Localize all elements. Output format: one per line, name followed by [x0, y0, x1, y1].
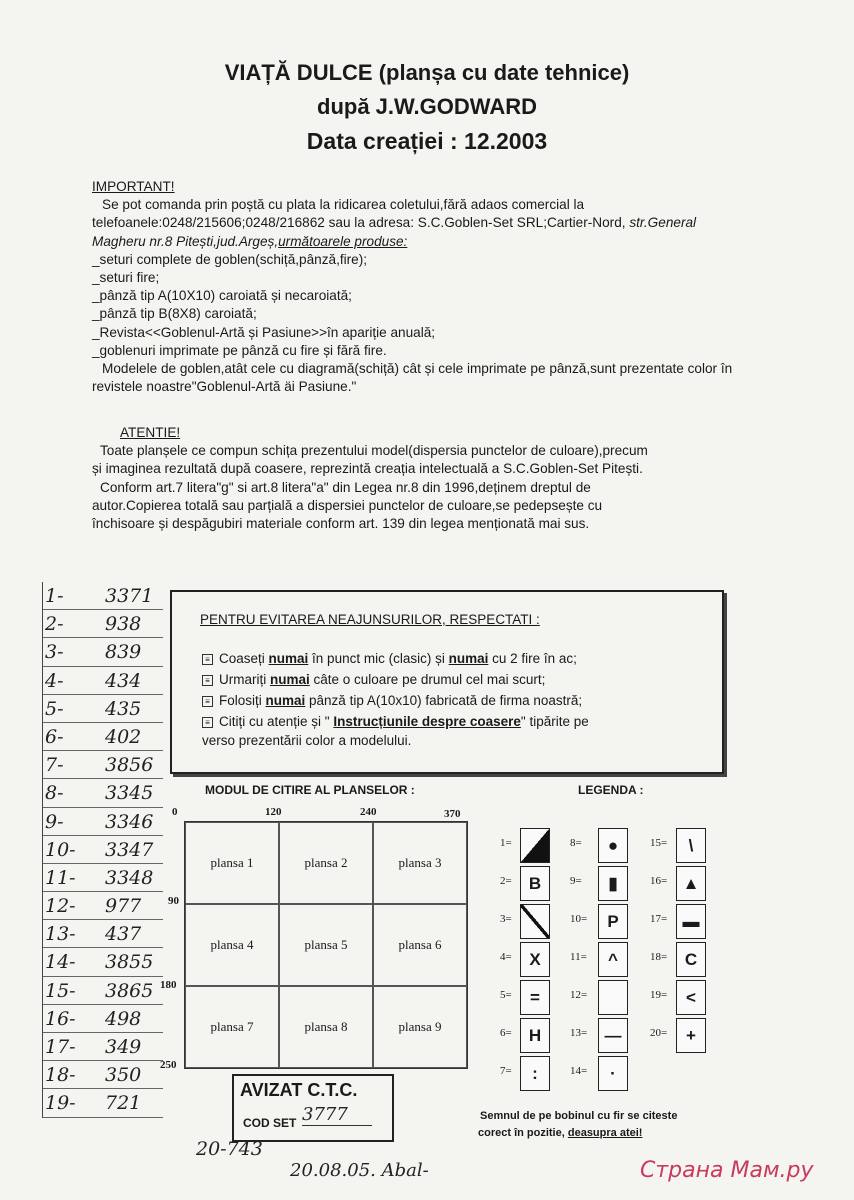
code-row-number: 10-	[45, 838, 76, 861]
stamp-title: AVIZAT C.T.C.	[240, 1080, 358, 1100]
notice-item-1: ≡ Coaseți numai în punct mic (clasic) și numai cu 2 fire în ac;	[202, 651, 577, 666]
handwritten-code-list	[42, 582, 163, 1118]
bullet-icon: ≡	[202, 696, 213, 707]
legend-key: 3=	[500, 913, 512, 925]
legend-key: 9=	[570, 875, 582, 887]
code-row	[43, 864, 163, 892]
sheet-9: plansa 9	[373, 986, 467, 1068]
legend-key: 2=	[500, 875, 512, 887]
code-row-value: 3856	[105, 754, 154, 777]
code-row-number: 4-	[45, 669, 64, 692]
code-row-value: 3347	[105, 838, 154, 861]
code-row	[43, 1005, 163, 1033]
legend-key: 10=	[570, 913, 588, 925]
code-row-number: 11-	[45, 866, 76, 889]
axis-x-370: 370	[444, 808, 461, 820]
title-line-3: Data creației : 12.2003	[306, 128, 548, 154]
sheet-2: plansa 2	[279, 822, 373, 904]
sheet-7: plansa 7	[185, 986, 279, 1068]
legend-symbol-slash	[520, 904, 550, 939]
notice-title: PENTRU EVITAREA NEAJUNSURILOR, RESPECTATI :	[200, 612, 540, 627]
axis-y-250: 250	[160, 1059, 177, 1071]
legend-symbol: =	[520, 980, 550, 1015]
code-row-number: 19-	[45, 1092, 76, 1115]
axis-x-120: 120	[265, 806, 282, 818]
code-row-value: 3346	[105, 810, 154, 833]
code-row	[43, 1061, 163, 1089]
atentie-section	[92, 424, 652, 533]
sheet-4: plansa 4	[185, 904, 279, 986]
bullet-icon: ≡	[202, 654, 213, 665]
code-row-value: 3345	[105, 782, 154, 805]
atentie-heading: ATENTIE!	[120, 425, 181, 440]
code-row	[43, 723, 163, 751]
legend-key: 19=	[650, 989, 668, 1001]
legend-symbol: P	[598, 904, 628, 939]
code-row-number: 18-	[45, 1064, 76, 1087]
important-paragraph-2: Modelele de goblen,atât cele cu diagramă(schiță) cât și cele imprimate pe pânză,sunt prezentate color în revistele noastre"Goblenul-Artă äi Pasiune."	[92, 361, 733, 395]
legend-key: 14=	[570, 1065, 588, 1077]
legend-symbol: B	[520, 866, 550, 901]
stamp-code-label: COD SET	[243, 1116, 297, 1130]
axis-x-240: 240	[360, 806, 377, 818]
legend-symbol: ^	[598, 942, 628, 977]
code-row-number: 8-	[45, 782, 64, 805]
title-line-2: după J.W.GODWARD	[317, 94, 537, 119]
code-row-number: 6-	[45, 725, 64, 748]
site-watermark: Страна Мам.ру	[640, 1158, 814, 1183]
important-heading: IMPORTANT!	[92, 179, 175, 194]
code-row	[43, 1033, 163, 1061]
code-row-number: 2-	[45, 613, 64, 636]
important-item-1: _seturi complete de goblen(schiță,pânză,fire);	[92, 251, 368, 267]
code-row-number: 1-	[45, 585, 64, 607]
reading-heading: MODUL DE CITIRE AL PLANSELOR :	[205, 783, 415, 797]
important-item-2: _seturi fire;	[92, 270, 160, 286]
legend-symbol: ·	[598, 1056, 628, 1091]
legend-symbol: X	[520, 942, 550, 977]
code-row	[43, 920, 163, 948]
code-row	[43, 948, 163, 976]
legend-key: 6=	[500, 1027, 512, 1039]
code-row-value: 3865	[105, 979, 154, 1002]
code-row-value: 3371	[105, 585, 154, 607]
code-row-number: 13-	[45, 923, 76, 946]
code-row-value: 3855	[105, 951, 154, 974]
code-row-number: 5-	[45, 697, 64, 720]
code-row-number: 14-	[45, 951, 76, 974]
title-line-1: VIAȚĂ DULCE (planșa cu date tehnice)	[224, 60, 630, 85]
code-row-value: 402	[105, 725, 142, 748]
code-row-value: 435	[105, 697, 142, 720]
legend-symbol-half-fill	[520, 828, 550, 863]
code-row-value: 721	[105, 1092, 142, 1115]
legend-symbol: :	[520, 1056, 550, 1091]
important-item-5: _Revista<<Goblenul-Artă și Pasiune>>în apariție anuală;	[92, 324, 436, 340]
code-row-value: 498	[105, 1007, 142, 1030]
important-item-6: _goblenuri imprimate pe pânză cu fire și fără fire.	[92, 342, 387, 358]
legend-note-2: corect în pozitie, deasupra atei!	[478, 1127, 643, 1139]
legend-key: 11=	[570, 951, 587, 963]
code-row-value: 349	[105, 1036, 142, 1058]
legend-key: 17=	[650, 913, 668, 925]
code-row-number: 15-	[45, 979, 76, 1002]
code-row-number: 12-	[45, 895, 76, 918]
legend-key: 15=	[650, 837, 668, 849]
legend-note-1: Semnul de pe bobinul cu fir se citeste	[480, 1110, 678, 1122]
code-row	[43, 695, 163, 723]
legend-symbol: ▮	[598, 866, 628, 901]
code-row	[43, 977, 163, 1005]
footer-handwritten-signature: 20.08.05. Abal-	[290, 1160, 429, 1181]
code-row	[43, 610, 163, 638]
axis-y-90: 90	[168, 895, 179, 907]
code-row-value: 437	[105, 923, 142, 946]
code-row	[43, 892, 163, 920]
atentie-paragraph-2: Conform art.7 litera"g" si art.8 litera"a" din Legea nr.8 din 1996,deținem dreptul de autor.Copierea totală sau parțială a dispersiei punctelor de culoare,se pedepsește cu închisoare și despăgubiri materiale conform art. 139 din legea menționată mai sus.	[92, 479, 603, 532]
legend-key: 18=	[650, 951, 668, 963]
axis-x-0: 0	[172, 806, 178, 818]
code-row	[43, 779, 163, 807]
legend-key: 7=	[500, 1065, 512, 1077]
code-row-number: 16-	[45, 1007, 76, 1030]
legend-symbol: C	[676, 942, 706, 977]
code-row	[43, 808, 163, 836]
axis-y-180: 180	[160, 979, 177, 991]
legend-symbol: H	[520, 1018, 550, 1053]
legend-symbol: ▬	[676, 904, 706, 939]
legend-heading: LEGENDA :	[578, 783, 644, 797]
sheet-5: plansa 5	[279, 904, 373, 986]
legend-symbol: ▲	[676, 866, 706, 901]
code-row	[43, 638, 163, 666]
code-row	[43, 751, 163, 779]
important-paragraph: Se pot comanda prin poștă cu plata la ridicarea coletului,fără adaos comercial la telefoanele:0248/215606;0248/216862 sau la adresa: S.C.Goblen-Set SRL;Cartier-Nord, str.General Magheru nr.8 Pitești,jud.Argeș,următoarele produse:	[92, 197, 697, 249]
sheet-6: plansa 6	[373, 904, 467, 986]
legend-symbol: —	[598, 1018, 628, 1053]
code-row-number: 7-	[45, 754, 64, 777]
footer-handwritten-code: 20-743	[196, 1138, 263, 1160]
code-row	[43, 1089, 163, 1117]
atentie-paragraph-1: Toate planșele ce compun schița prezentului model(dispersia punctelor de culoare),precum și imaginea rezultată după coasere, reprezintă creația intelectuală a S.C.Goblen-Set Pitești.	[92, 443, 648, 477]
notice-item-2: ≡ Urmariți numai câte o culoare pe drumul cel mai scurt;	[202, 672, 545, 687]
bullet-icon: ≡	[202, 717, 213, 728]
legend-key: 12=	[570, 989, 588, 1001]
legend-key: 16=	[650, 875, 668, 887]
legend-key: 4=	[500, 951, 512, 963]
bullet-icon: ≡	[202, 675, 213, 686]
code-row	[43, 836, 163, 864]
legend-symbol: +	[676, 1018, 706, 1053]
legend-key: 8=	[570, 837, 582, 849]
important-item-4: _pânză tip B(8X8) caroiată;	[92, 306, 257, 322]
code-row-value: 3348	[105, 866, 154, 889]
important-section	[92, 178, 742, 396]
legend-key: 13=	[570, 1027, 588, 1039]
code-row-number: 9-	[45, 810, 64, 833]
important-item-3: _pânză tip A(10X10) caroiată și necaroiată;	[92, 288, 352, 304]
notice-item-4-cont: verso prezentării color a modelului.	[202, 733, 412, 748]
code-row-value: 977	[105, 895, 142, 918]
code-row-value: 839	[105, 641, 142, 664]
legend-symbol: \	[676, 828, 706, 863]
sheet-grid	[184, 821, 468, 1069]
stamp-code-value: 3777	[302, 1104, 372, 1126]
code-row-number: 17-	[45, 1036, 76, 1058]
sheet-8: plansa 8	[279, 986, 373, 1068]
sheet-3: plansa 3	[373, 822, 467, 904]
legend-key: 20=	[650, 1027, 668, 1039]
legend-key: 1=	[500, 837, 512, 849]
sheet-1: plansa 1	[185, 822, 279, 904]
code-row	[43, 667, 163, 695]
legend-symbol: <	[676, 980, 706, 1015]
code-row-value: 434	[105, 669, 142, 692]
legend-key: 5=	[500, 989, 512, 1001]
legend-symbol	[598, 980, 628, 1015]
notice-item-4: ≡ Citiți cu atenție și " Instrucțiunile despre coasere" tipărite pe	[202, 714, 589, 729]
code-row-number: 3-	[45, 641, 64, 664]
code-row-value: 938	[105, 613, 142, 636]
code-row	[43, 582, 163, 610]
code-row-value: 350	[105, 1064, 142, 1087]
legend-symbol: ●	[598, 828, 628, 863]
notice-item-3: ≡ Folosiți numai pânză tip A(10x10) fabricată de firma noastră;	[202, 693, 582, 708]
